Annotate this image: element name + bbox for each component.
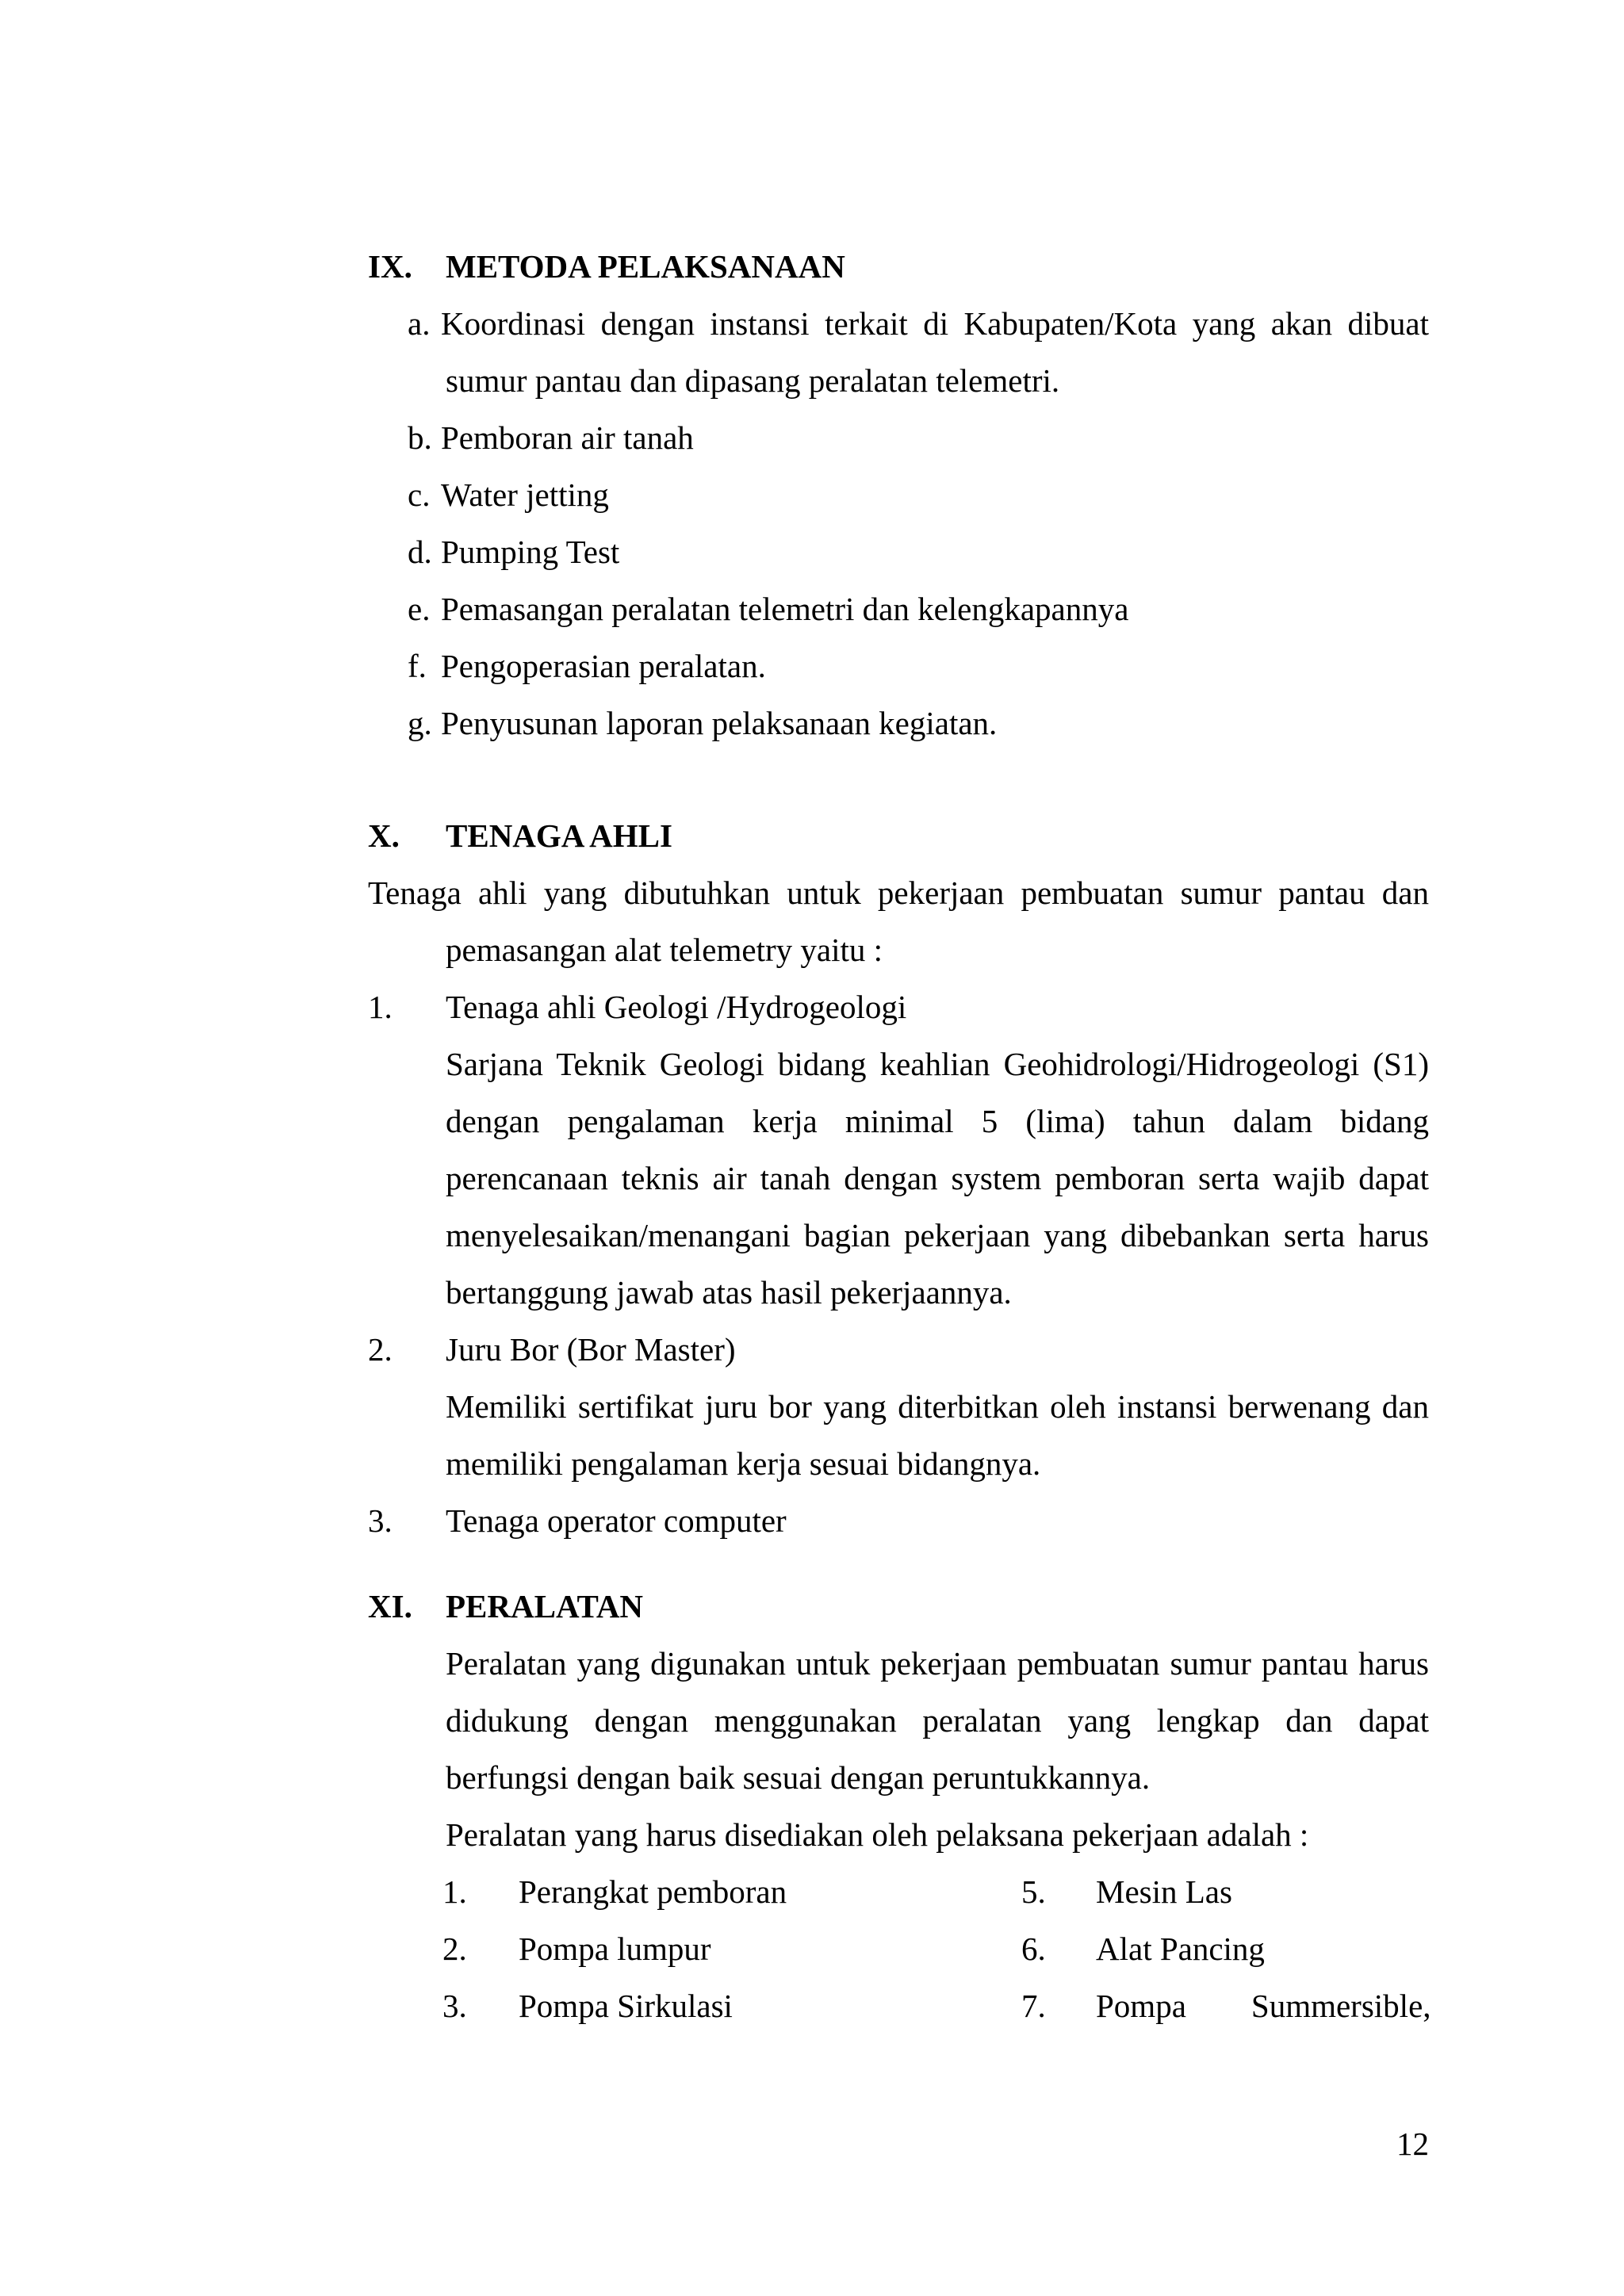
list-item-marker: g.	[408, 705, 432, 741]
expert-title: Tenaga operator computer	[446, 1502, 787, 1539]
equipment-name: Perangkat pemboran	[519, 1873, 787, 1910]
paragraph-line: didukung dengan menggunakan peralatan yang lengkap dan dapat	[446, 1702, 1429, 1739]
list-item-marker: f.	[408, 648, 427, 684]
equipment-name: Alat Pancing	[1096, 1931, 1265, 1967]
paragraph-line: Peralatan yang digunakan untuk pekerjaan pembuatan sumur pantau harus	[446, 1645, 1429, 1682]
section-x-title: TENAGA AHLI	[446, 817, 672, 854]
paragraph-line: berfungsi dengan baik sesuai dengan peruntukkannya.	[446, 1759, 1151, 1796]
equipment-name: Mesin Las	[1096, 1873, 1232, 1910]
expert-description-line: Memiliki sertifikat juru bor yang diterbitkan oleh instansi berwenang dan	[446, 1388, 1429, 1425]
list-item-text: Water jetting	[441, 476, 609, 513]
equipment-number: 2.	[442, 1931, 467, 1967]
list-item-marker: c.	[408, 476, 431, 513]
expert-description-line: bertanggung jawab atas hasil pekerjaannya.	[446, 1274, 1012, 1311]
equipment-number: 1.	[442, 1873, 467, 1910]
list-item-text: Pengoperasian peralatan.	[441, 648, 766, 684]
equipment-number: 5.	[1021, 1873, 1046, 1910]
equipment-number: 6.	[1021, 1931, 1046, 1967]
list-item-text: Koordinasi dengan instansi terkait di Kabupaten/Kota yang akan dibuat	[441, 305, 1429, 342]
expert-title: Tenaga ahli Geologi /Hydrogeologi	[446, 989, 907, 1025]
list-item-text: Pemboran air tanah	[441, 419, 694, 456]
expert-description-line: memiliki pengalaman kerja sesuai bidangnya.	[446, 1445, 1041, 1482]
equipment-name: Pompa Sirkulasi	[519, 1988, 733, 2024]
paragraph-line: Tenaga ahli yang dibutuhkan untuk pekerjaan pembuatan sumur pantau dan	[368, 874, 1429, 911]
list-item-marker: e.	[408, 591, 431, 627]
paragraph-line: pemasangan alat telemetry yaitu :	[446, 932, 883, 968]
expert-title: Juru Bor (Bor Master)	[446, 1331, 736, 1368]
list-item-marker: b.	[408, 419, 432, 456]
list-item-marker: d.	[408, 534, 432, 570]
equipment-list-intro: Peralatan yang harus disediakan oleh pelaksana pekerjaan adalah :	[446, 1816, 1309, 1853]
list-item-text: sumur pantau dan dipasang peralatan telemetri.	[446, 362, 1060, 399]
expert-description-line: menyelesaikan/menangani bagian pekerjaan yang dibebankan serta harus	[446, 1217, 1429, 1253]
section-xi-title: PERALATAN	[446, 1588, 644, 1624]
expert-number: 3.	[368, 1502, 393, 1539]
page-number: 12	[1396, 2126, 1429, 2162]
list-item-text: Pemasangan peralatan telemetri dan kelengkapannya	[441, 591, 1129, 627]
equipment-name: Pompa lumpur	[519, 1931, 711, 1967]
expert-description-line: perencanaan teknis air tanah dengan system pemboran serta wajib dapat	[446, 1160, 1429, 1196]
expert-description-line: dengan pengalaman kerja minimal 5 (lima) tahun dalam bidang	[446, 1103, 1429, 1139]
equipment-number: 7.	[1021, 1988, 1046, 2024]
expert-number: 2.	[368, 1331, 393, 1368]
equipment-name: Pompa Summersible,	[1096, 1988, 1431, 2024]
equipment-number: 3.	[442, 1988, 467, 2024]
section-x-number: X.	[368, 817, 400, 854]
expert-description-line: Sarjana Teknik Geologi bidang keahlian Geohidrologi/Hidrogeologi (S1)	[446, 1046, 1429, 1082]
section-xi-number: XI.	[368, 1588, 412, 1624]
section-ix-number: IX.	[368, 248, 412, 285]
list-item-marker: a.	[408, 305, 431, 342]
section-ix-title: METODA PELAKSANAAN	[446, 248, 845, 285]
expert-number: 1.	[368, 989, 393, 1025]
list-item-text: Penyusunan laporan pelaksanaan kegiatan.	[441, 705, 998, 741]
list-item-text: Pumping Test	[441, 534, 620, 570]
